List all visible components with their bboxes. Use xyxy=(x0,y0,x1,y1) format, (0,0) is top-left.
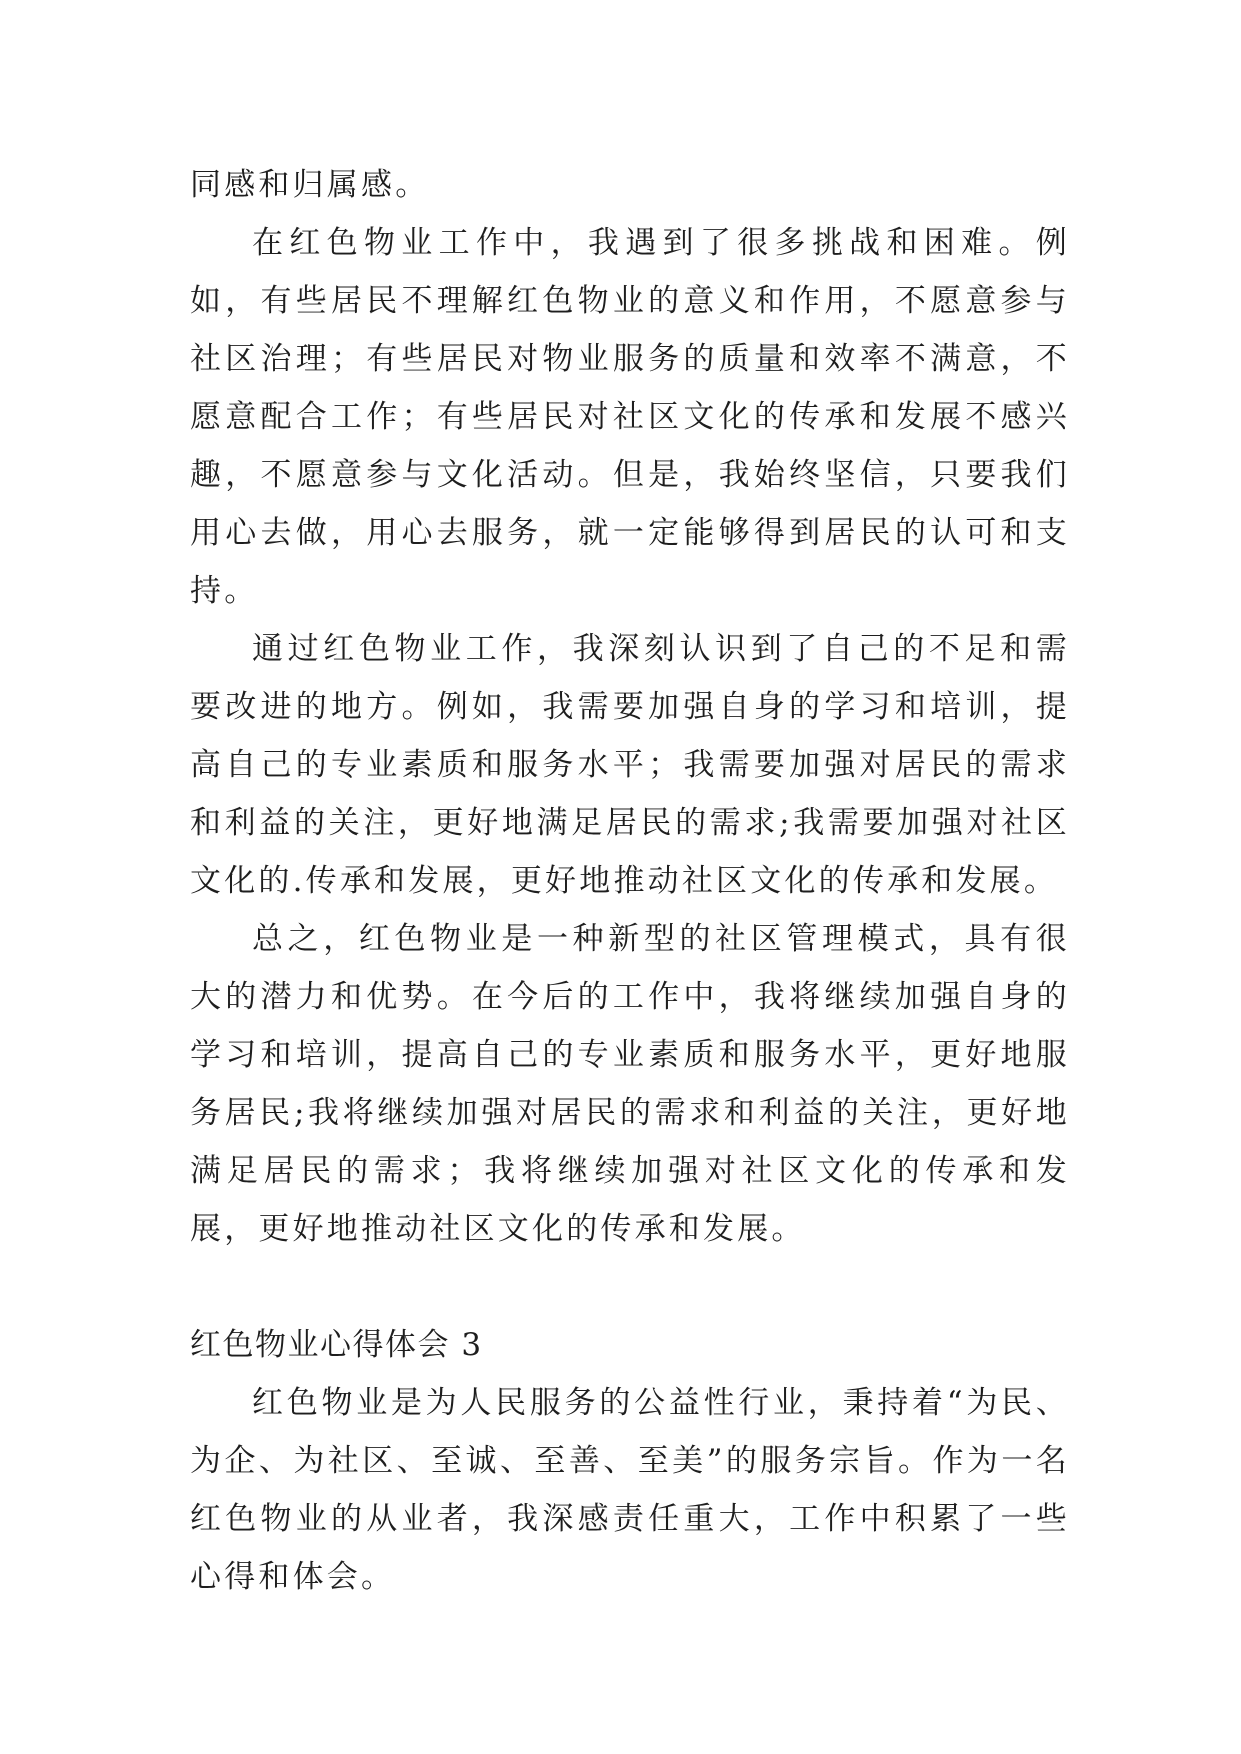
section-heading: 红色物业心得体会 3 xyxy=(190,1327,483,1363)
paragraph-continuation: 同感和归属感。 xyxy=(190,167,430,203)
paragraph-shortcomings: 通过红色物业工作，我深刻认识到了自己的不足和需要改进的地方。例如，我需要加强自身的学习和培训，提高自己的专业素质和服务水平；我需要加强对居民的需求和利益的关注，更好地满足居民的需求;我需要加强对社区文化的.传承和发展，更好地推动社区文化的传承和发展。 xyxy=(190,631,1070,899)
paragraph-intro-section-3: 红色物业是为人民服务的公益性行业，秉持着“为民、为企、为社区、至诚、至善、至美”的服务宗旨。作为一名红色物业的从业者，我深感责任重大，工作中积累了一些心得和体会。 xyxy=(190,1385,1070,1595)
document-body xyxy=(190,156,1070,1606)
paragraph-challenges: 在红色物业工作中，我遇到了很多挑战和困难。例如，有些居民不理解红色物业的意义和作用，不愿意参与社区治理；有些居民对物业服务的质量和效率不满意，不愿意配合工作；有些居民对社区文化的传承和发展不感兴趣，不愿意参与文化活动。但是，我始终坚信，只要我们用心去做，用心去服务，就一定能够得到居民的认可和支持。 xyxy=(190,225,1070,609)
paragraph-conclusion: 总之，红色物业是一种新型的社区管理模式，具有很大的潜力和优势。在今后的工作中，我将继续加强自身的学习和培训，提高自己的专业素质和服务水平，更好地服务居民;我将继续加强对居民的需求和利益的关注，更好地满足居民的需求；我将继续加强对社区文化的传承和发展，更好地推动社区文化的传承和发展。 xyxy=(190,921,1070,1247)
